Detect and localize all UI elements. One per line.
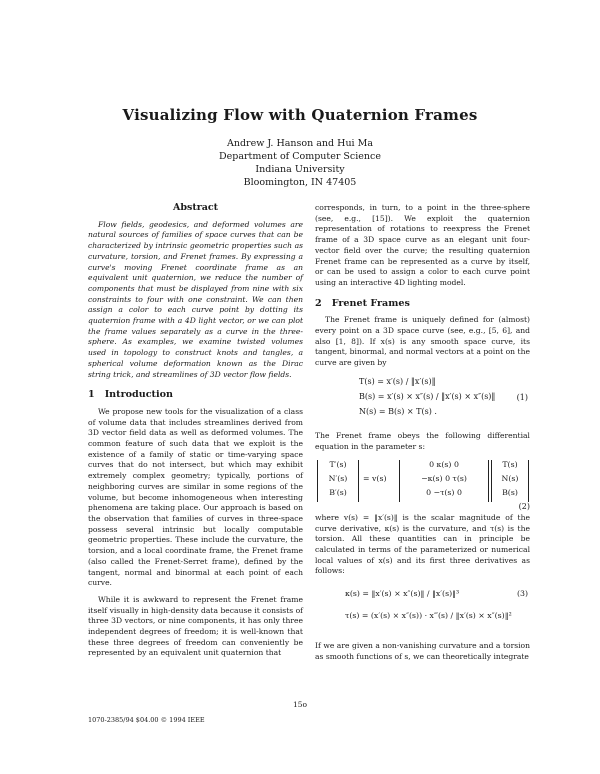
equation-binormal: B(s) = x′(s) × x″(s) / ‖x′(s) × x″(s)‖ [359,391,496,401]
lhs-vector [317,460,359,502]
equation-number: (1) [516,392,528,402]
left-column [88,203,303,659]
equation-number: (2) [518,502,530,512]
rhs-vector [491,460,529,502]
section-title: Introduction [104,389,174,401]
right-paragraph-last: If we are given a non-vanishing curvature and a torsion as smooth functions of s, we can theoretically integrate [315,641,530,661]
rhs-entry: B(s) [502,488,518,498]
lhs-entry: B′(s) [329,488,347,498]
section-1-heading [88,390,303,401]
coefficient-matrix [399,460,489,502]
equation-normal: N(s) = B(s) × T(s) . [359,406,437,416]
equation-3 [315,583,530,635]
section-title: Frenet Frames [331,297,410,309]
abstract-heading: Abstract [172,202,219,213]
curvature-paragraph: where v(s) = ‖x′(s)‖ is the scalar magnitude of the curve derivative, κ(s) is the curvature, and τ(s) is the torsion. All these quantities can in principle be calculated in terms of the parameterized or numerical local values of x(s) and its first three derivatives as follows: [315,512,530,576]
paper-title: Visualizing Flow with Quaternion Frames [122,106,478,124]
page-number: 15o [292,700,308,709]
lhs-entry: N′(s) [328,474,348,484]
department: Department of Computer Science [219,151,381,162]
section-2-heading [315,299,530,310]
location: Bloomington, IN 47405 [243,177,357,188]
right-column [315,203,530,663]
intro-paragraph-2: While it is awkward to represent the Frenet frame itself visually in high-density data because it consists of three 3D vectors, or nine components, it has only three independent degrees of freedom; it is well-known that these three degrees of freedom can conveniently be represented by an equivalent unit quaternion that [88,594,303,658]
equation-1-lines [359,377,495,422]
abstract-text: Flow fields, geodesics, and deformed volumes are natural sources of families of space curves that can be characterized by intrinsic geometric properties such as curvature, torsion, and Frenet frames. By expressing a curve's moving Frenet coordinate frame as an equivalent unit quaternion, we reduce the number of components that must be displayed from nine with six constraints to four with one constraint. We can then assign a color to each curve point by dotting its quaternion frame with a 4D light vector, or we can plot the frame values separately as a curve in the three-sphere. As examples, we examine twisted volumes used in topology to construct knots and tangles, a spherical volume deformation known as the Dirac string trick, and streamlines of 3D vector flow fields. [88,219,303,379]
equation-number: (3) [516,589,528,599]
copyright-line: 1070-2385/94 $04.00 © 1994 IEEE [88,716,205,724]
intro-paragraph-1: We propose new tools for the visualization of a class of volume data that includes streamlines derived from 3D vector field data as well as deformed volumes. The common feature of such data that we exploit is the existence of a family of static or time-varying space curves that do not intersect, but which may exhibit extremely complex geometry; typically, portions of neighboring curves are similar in some regions of the volume, but become inhomogeneous when interesting phenomena are taking place. Our approach is based on the observation that families of curves in three-space possess several intrinsic but locally computable geometric properties. These include the curvature, the torsion, and a local coordinate frame, the Frenet frame (also called the Frenet-Serret frame), defined by the tangent, normal and binormal at each point of each curve. [88,406,303,588]
equation-1 [315,377,530,423]
rhs-entry: N(s) [501,474,519,484]
frenet-ode-paragraph: The Frenet frame obeys the following differential equation in the parameter s: [315,430,530,451]
authors: Andrew J. Hanson and Hui Ma [226,138,374,149]
section-number: 1 [88,389,95,401]
matrix-row: 0 −τ(s) 0 [426,488,462,498]
university: Indiana University [255,164,345,175]
equation-curvature: κ(s) = ‖x′(s) × x″(s)‖ / ‖x′(s)‖³ [345,589,460,599]
rhs-entry: T(s) [502,460,518,470]
section-number: 2 [315,297,322,309]
matrix-equals: = v(s) [363,474,387,484]
equation-tangent: T(s) = x′(s) / ‖x′(s)‖ [359,376,436,386]
matrix-row: −κ(s) 0 τ(s) [421,474,467,484]
lhs-entry: T′(s) [329,460,347,470]
right-paragraph-1: corresponds, in turn, to a point in the three-sphere (see, e.g., [15]). We exploit the quaternion representation of rotations to reexpress the Frenet frame of a 3D space curve as an elegant unit four-vector field over the curve; the resulting quaternion Frenet frame can be represented as a curve by itself, or can be used to assign a color to each curve point using an interactive 4D lighting model. [315,203,530,287]
equation-torsion: τ(s) = (x′(s) × x″(s)) · x‴(s) / ‖x′(s) × x″(s)‖² [345,611,512,621]
author-block [0,137,600,189]
frenet-matrix-equation [315,458,530,508]
frenet-intro-paragraph: The Frenet frame is uniquely defined for (almost) every point on a 3D space curve (see, e.g., [5, 6], and also [1, 8]). If x(s) is any smooth space curve, its tangent, binormal, and normal vectors at a point on the curve are given by [315,315,530,368]
matrix-row: 0 κ(s) 0 [429,460,459,470]
